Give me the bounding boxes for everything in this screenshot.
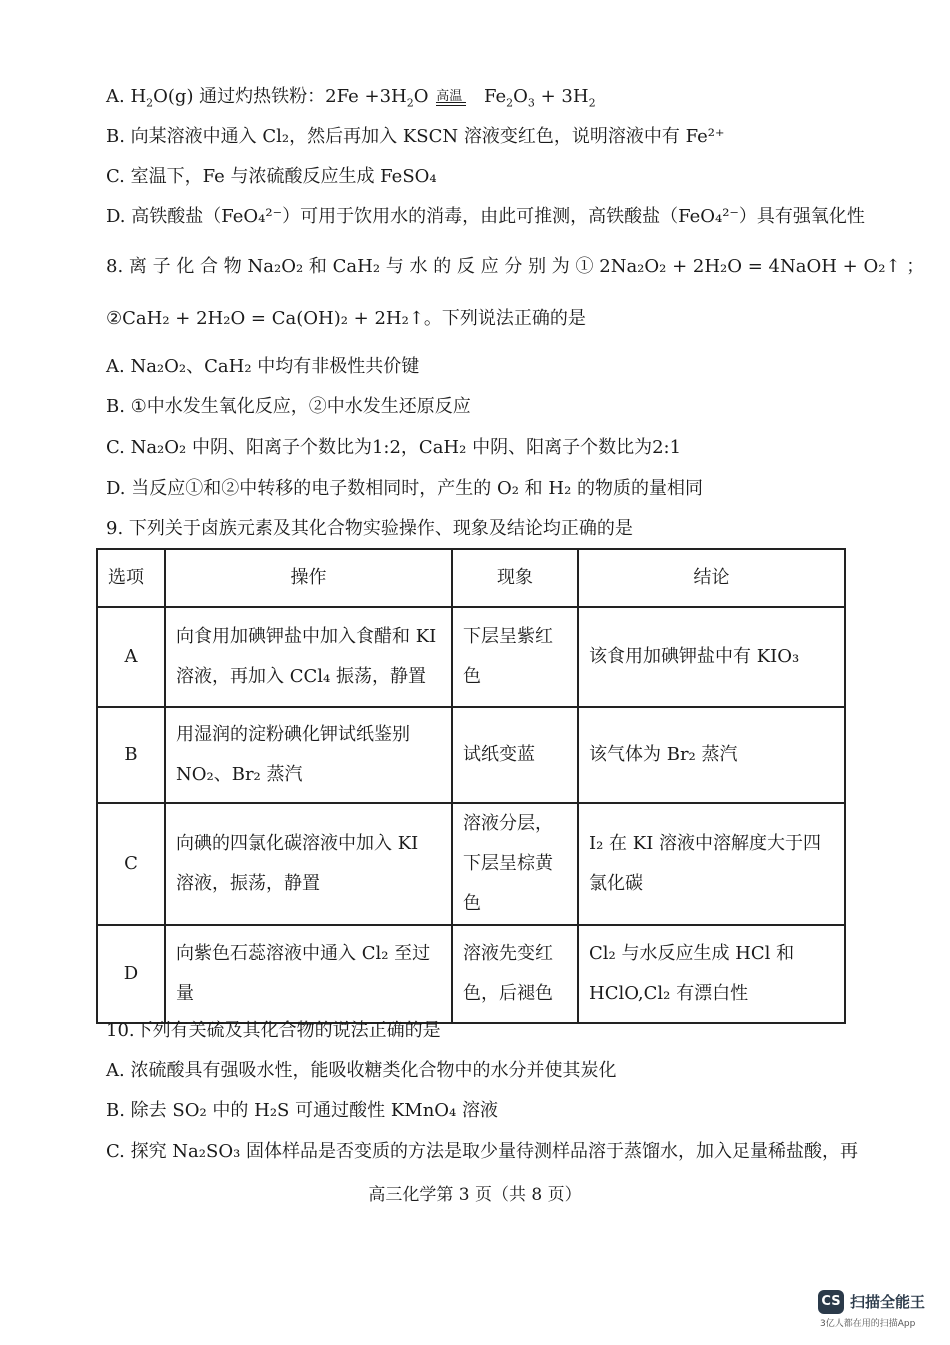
row-phenomenon: 下层呈紫红色 bbox=[452, 607, 578, 707]
q8-option-b: B. ①中水发生氧化反应，②中水发生还原反应 bbox=[106, 396, 471, 417]
q10-option-a: A. 浓硫酸具有强吸水性，能吸收糖类化合物中的水分并使其炭化 bbox=[106, 1060, 617, 1081]
q8-option-c: C. Na₂O₂ 中阴、阳离子个数比为1:2，CaH₂ 中阴、阳离子个数比为2:1 bbox=[106, 437, 682, 458]
watermark-name: 扫描全能王 bbox=[850, 1293, 926, 1311]
row-phenomenon: 溶液先变红色，后褪色 bbox=[452, 925, 578, 1023]
scanner-watermark bbox=[818, 1288, 938, 1334]
table-header-row bbox=[97, 549, 845, 607]
watermark-tagline: 3亿人都在用的扫描App bbox=[820, 1319, 916, 1329]
row-conclusion: 该气体为 Br₂ 蒸汽 bbox=[578, 707, 845, 803]
q9-stem: 9. 下列关于卤族元素及其化合物实验操作、现象及结论均正确的是 bbox=[106, 518, 633, 539]
q7-option-a: A. $H_2O(g)$ 通过灼热铁粉：$2Fe +3H_2O$ 高温 $Fe_2O_3 + 3H_2$ bbox=[106, 86, 596, 110]
q8-stem-line1: 8. 离 子 化 合 物 Na₂O₂ 和 CaH₂ 与 水 的 反 应 分 别 为 ① 2Na₂O₂ + 2H₂O = 4NaOH + O₂↑ ； bbox=[106, 256, 925, 277]
q7-option-d: D. 高铁酸盐（FeO₄²⁻）可用于饮用水的消毒，由此可推测，高铁酸盐（FeO₄²⁻）具有强氧化性 bbox=[106, 206, 865, 227]
q10-option-b: B. 除去 SO₂ 中的 H₂S 可通过酸性 KMnO₄ 溶液 bbox=[106, 1100, 498, 1121]
row-operation: 向紫色石蕊溶液中通入 Cl₂ 至过量 bbox=[165, 925, 452, 1023]
q10-option-c: C. 探究 Na₂SO₃ 固体样品是否变质的方法是取少量待测样品溶于蒸馏水，加入足量稀盐酸，再 bbox=[106, 1141, 859, 1162]
q9-table bbox=[96, 548, 846, 1024]
row-operation: 向食用加碘钾盐中加入食醋和 KI 溶液，再加入 CCl₄ 振荡，静置 bbox=[165, 607, 452, 707]
row-option: D bbox=[97, 925, 165, 1023]
table-row bbox=[97, 707, 845, 803]
row-phenomenon: 溶液分层，下层呈棕黄色 bbox=[452, 803, 578, 925]
row-conclusion: Cl₂ 与水反应生成 HCl 和 HClO,Cl₂ 有漂白性 bbox=[578, 925, 845, 1023]
row-option: C bbox=[97, 803, 165, 925]
row-option: A bbox=[97, 607, 165, 707]
row-phenomenon: 试纸变蓝 bbox=[452, 707, 578, 803]
header-option: 选项 bbox=[97, 549, 165, 607]
q8-stem-line2: ②CaH₂ + 2H₂O = Ca(OH)₂ + 2H₂↑。下列说法正确的是 bbox=[106, 308, 586, 329]
row-operation: 向碘的四氯化碳溶液中加入 KI 溶液，振荡，静置 bbox=[165, 803, 452, 925]
row-conclusion: I₂ 在 KI 溶液中溶解度大于四氯化碳 bbox=[578, 803, 845, 925]
table-row bbox=[97, 607, 845, 707]
table-row bbox=[97, 803, 845, 925]
row-operation: 用湿润的淀粉碘化钾试纸鉴别 NO₂、Br₂ 蒸汽 bbox=[165, 707, 452, 803]
q8-option-d: D. 当反应①和②中转移的电子数相同时，产生的 O₂ 和 H₂ 的物质的量相同 bbox=[106, 478, 704, 499]
q7-option-b: B. 向某溶液中通入 Cl₂，然后再加入 KSCN 溶液变红色，说明溶液中有 Fe²⁺ bbox=[106, 126, 725, 147]
cs-logo-icon: CS bbox=[818, 1290, 844, 1314]
header-phenomenon: 现象 bbox=[452, 549, 578, 607]
q7-option-c: C. 室温下，Fe 与浓硫酸反应生成 FeSO₄ bbox=[106, 166, 437, 187]
q8-option-a: A. Na₂O₂、CaH₂ 中均有非极性共价键 bbox=[106, 356, 420, 377]
row-conclusion: 该食用加碘钾盐中有 KIO₃ bbox=[578, 607, 845, 707]
row-option: B bbox=[97, 707, 165, 803]
header-operation: 操作 bbox=[165, 549, 452, 607]
page-footer: 高三化学第 3 页（共 8 页） bbox=[368, 1185, 582, 1205]
q10-stem: 10.下列有关硫及其化合物的说法正确的是 bbox=[106, 1020, 441, 1041]
table-row bbox=[97, 925, 845, 1023]
header-conclusion: 结论 bbox=[578, 549, 845, 607]
